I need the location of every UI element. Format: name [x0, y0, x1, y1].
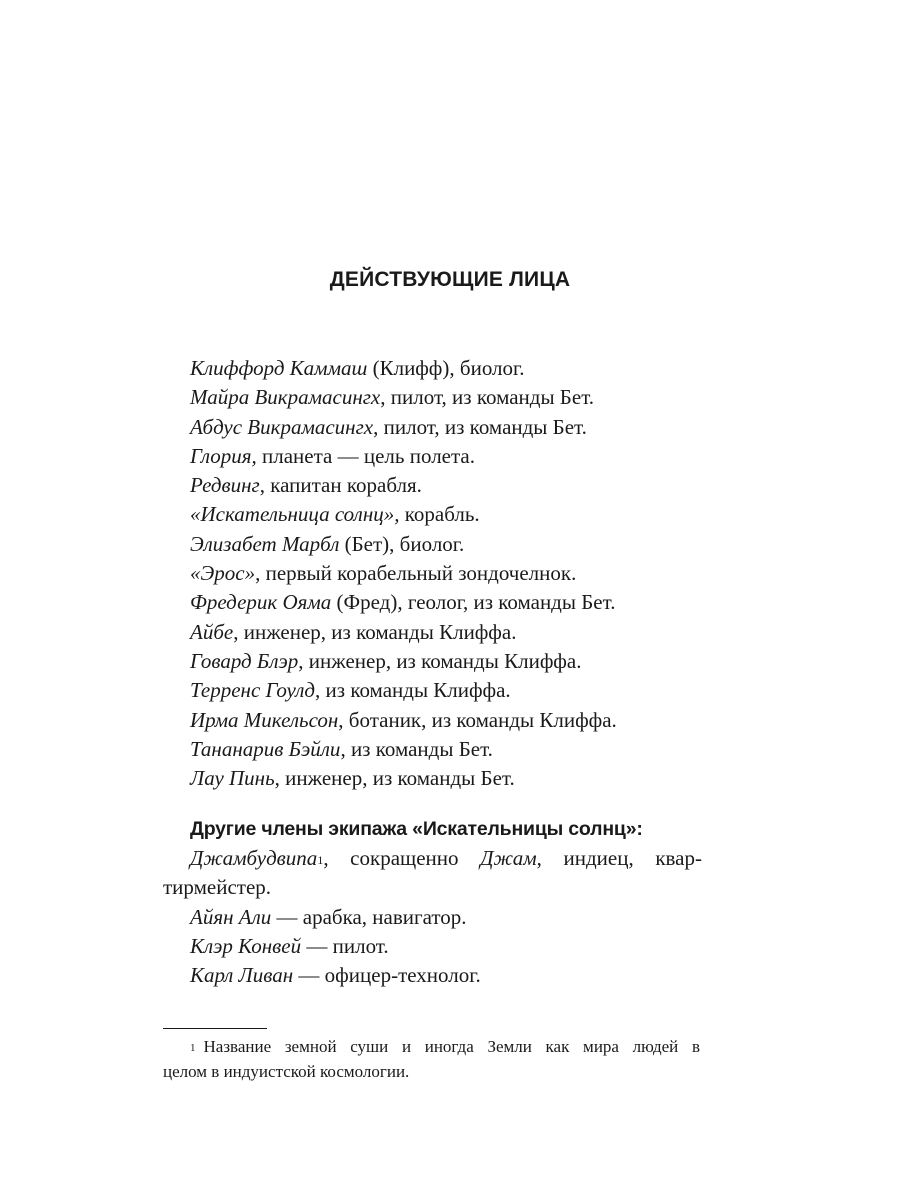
character-short-name: Джам: [480, 846, 537, 870]
list-item: [190, 383, 700, 412]
character-description: планета — цель полета.: [256, 443, 475, 468]
character-description: , инженер, из команды Бет.: [274, 766, 515, 791]
character-description: — пилот.: [301, 933, 389, 958]
character-name: Говард Блэр: [190, 648, 299, 673]
list-item: [190, 500, 700, 529]
character-description: , сокращенно: [323, 846, 481, 870]
character-description: , пилот, из команды Бет.: [380, 385, 595, 410]
character-description: (Бет), биолог.: [339, 531, 465, 556]
list-item: [190, 735, 700, 764]
list-item: [190, 471, 700, 500]
other-crew-section: [163, 815, 702, 990]
list-item: [190, 676, 700, 705]
footnote-line: [163, 1034, 700, 1059]
character-description: , пилот, из команды Бет.: [373, 414, 587, 439]
character-description: , индиец, квар-: [536, 846, 702, 870]
character-name: Клэр Конвей: [190, 933, 302, 958]
character-description: (Фред), геолог, из команды Бет.: [331, 590, 616, 615]
section-heading: Другие члены экипажа «Искательницы солнц»:: [190, 818, 643, 840]
character-name: Редвинг: [190, 473, 260, 498]
footnote-text: Название земной суши и иногда Земли как мира людей в: [203, 1037, 700, 1056]
character-description: (Клифф), биолог.: [367, 356, 525, 380]
footnote-divider: [163, 1028, 267, 1029]
character-name: «Искательница солнц»,: [190, 502, 400, 527]
footnote-line: целом в индуистской космологии.: [163, 1062, 410, 1081]
character-description: , ботаник, из команды Клиффа.: [338, 707, 617, 732]
character-description: , инженер, из команды Клиффа.: [298, 648, 582, 673]
list-item: [190, 647, 700, 676]
character-name: «Эрос»: [190, 561, 256, 586]
page-title: ДЕЙСТВУЮЩИЕ ЛИЦА: [329, 268, 571, 291]
character-description: , первый корабельный зондочелнок.: [255, 561, 577, 586]
list-item: [190, 764, 700, 793]
footnote-mark: 1: [190, 1042, 196, 1054]
character-name: Фредерик Ояма: [190, 590, 332, 615]
character-name: Терренс Гоулд: [190, 678, 316, 703]
footnote-reference[interactable]: 1: [317, 853, 324, 867]
list-item: [190, 413, 700, 442]
list-item: [190, 442, 700, 471]
list-item: [190, 961, 702, 990]
character-list: [190, 354, 700, 793]
character-name: Элизабет Марбл: [190, 531, 340, 556]
character-name: Майра Викрамасингх: [190, 385, 381, 410]
character-name: Карл Ливан: [190, 963, 294, 988]
character-description: , капитан корабля.: [259, 473, 422, 498]
character-name: Айбе: [190, 619, 234, 644]
character-name: Джамбудвипа: [190, 846, 318, 870]
character-name: Айян Али: [190, 904, 272, 929]
footnote: [163, 1034, 700, 1084]
list-item: [190, 903, 702, 932]
character-name: Клиффорд Каммаш: [190, 356, 368, 380]
list-item: [190, 706, 700, 735]
character-description: , из команды Бет.: [340, 736, 493, 761]
character-description: — офицер-технолог.: [293, 963, 481, 988]
list-item: [190, 559, 700, 588]
character-name: Абдус Викрамасингх: [190, 414, 374, 439]
character-description: корабль.: [399, 502, 480, 527]
list-item: [190, 588, 700, 617]
character-description: — арабка, навигатор.: [271, 904, 467, 929]
character-description: , инженер, из команды Клиффа.: [233, 619, 517, 644]
list-item: [190, 618, 700, 647]
character-name: Глория,: [190, 443, 257, 468]
list-item: [190, 530, 700, 559]
character-name: Ирма Микельсон: [190, 707, 339, 732]
character-name: Лау Пинь: [190, 766, 275, 791]
list-item: [190, 354, 700, 383]
character-description: , из команды Клиффа.: [315, 678, 511, 703]
character-name: Тананарив Бэйли: [190, 736, 341, 761]
list-item: [190, 932, 702, 961]
list-item-continuation: тирмейстер.: [163, 875, 272, 900]
list-item: [190, 844, 702, 873]
